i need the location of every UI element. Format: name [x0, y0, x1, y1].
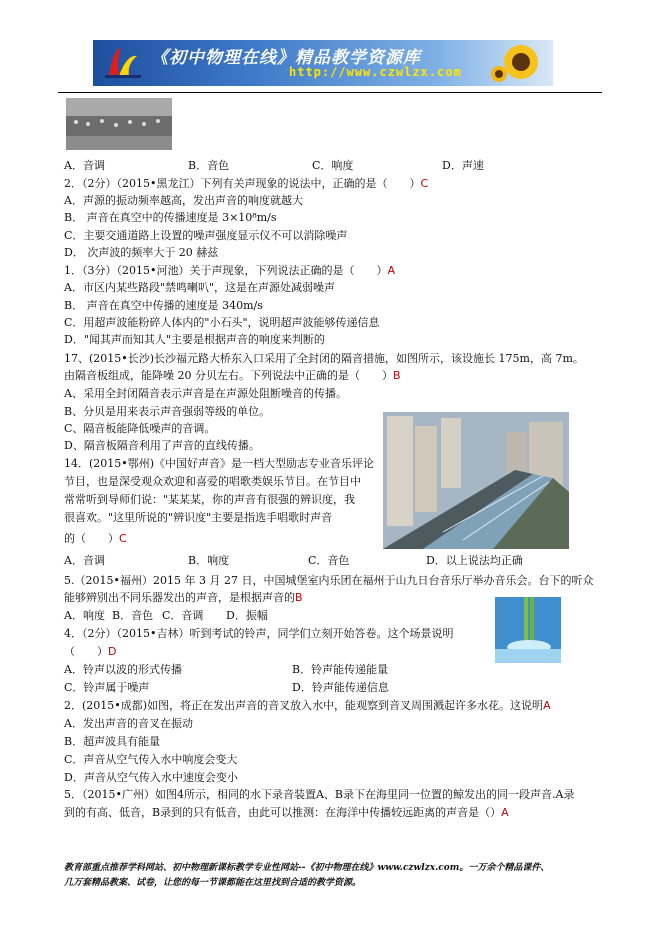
footer-line-1: 教育部重点推荐学科网站、初中物理新课标教学专业性网站--《初中物理在线》www.czwlzx.com。一万余个精品课件、	[64, 863, 550, 873]
option: D、隔音板隔音利用了声音的直线传播。	[64, 439, 260, 452]
question-stem: 到的有高、低音，B录到的只有低音，由此可以推测：在海洋中传播较远距离的声音是（）A	[64, 806, 509, 819]
option: B．超声波具有能量	[64, 735, 161, 748]
option: C、隔音板能降低噪声的音调。	[64, 422, 216, 435]
question-stem: 节目，也是深受观众欢迎和喜爱的唱歌类娱乐节目。在节目中	[64, 475, 361, 488]
question-stem: 2．（2分）（2015•黑龙江）下列有关声现象的说法中，正确的是（ ）C	[64, 177, 429, 190]
q5-options	[64, 608, 268, 624]
banner-title: 《初中物理在线》精品教学资源库	[151, 48, 421, 68]
question-stem: 1．（3分）（2015•河池）关于声现象，下列说法正确的是（ ）A	[64, 264, 396, 277]
question-stem: 很喜欢。"这里所说的"辨识度"主要是指选手唱歌时声音	[64, 511, 333, 524]
question-photo-tuning-fork	[495, 597, 561, 663]
footer-line-2: 几万套精品教案、试卷，让您的每一节课都能在这里找到合适的教学资源。	[64, 878, 362, 888]
answer-mark: A	[501, 806, 509, 819]
question-stem: 5.（2015•福州）2015 年 3 月 27 日，中国城堡室内乐团在福州于山九日台音乐厅举办音乐会。台下的听众	[64, 574, 594, 587]
option: A．声源的振动频率越高，发出声音的响度就越大	[64, 194, 303, 207]
question-photo-crowd	[66, 98, 172, 150]
q6-options-row1	[64, 662, 388, 678]
answer-mark: D	[108, 645, 117, 658]
option: A．市区内某些路段"禁鸣喇叭"，这是在声源处减弱噪声	[64, 281, 336, 294]
option: B．音色	[188, 159, 230, 172]
option: A．音调	[64, 159, 105, 172]
header-banner	[93, 40, 553, 86]
option: B．铃声能传递能量	[292, 663, 389, 676]
question-stem: 能够辨别出不同乐器发出的声音，是根据声音的B	[64, 591, 303, 604]
question-stem: 17、(2015•长沙)长沙福元路大桥东入口采用了全封闭的隔音措施，如图所示，该设施长 175m，高 7m。	[64, 352, 584, 365]
site-logo-icon	[103, 46, 143, 80]
option: B． 声音在真空中传播的速度是 340m/s	[64, 299, 263, 312]
option: D． 次声波的频率大于 20 赫兹	[64, 246, 219, 259]
question-stem: 5．（2015•广州）如图4所示，相同的水下录音装置A、B录下在海里同一位置的鲸发出的同一段声音.A录	[64, 788, 575, 801]
question-stem: 常常听到导师们说："某某某，你的声音有很强的辨识度，我	[64, 493, 356, 506]
banner-url: http://www.czwlzx.com	[289, 65, 462, 79]
answer-mark: A	[543, 699, 551, 712]
header-divider	[58, 92, 602, 93]
option: B． 声音在真空中的传播速度是 3×10⁸m/s	[64, 211, 277, 224]
answer-mark: B	[295, 591, 303, 604]
option: D．声速	[442, 159, 484, 172]
q0-options	[64, 158, 484, 174]
option: C．音色	[308, 554, 350, 567]
option: A、采用全封闭隔音表示声音是在声源处阻断噪音的传播。	[64, 387, 347, 400]
answer-mark: C	[119, 532, 127, 545]
option: C．用超声波能粉碎人体内的"小石头"，说明超声波能够传递信息	[64, 316, 380, 329]
option: C．铃声属于噪声	[64, 681, 150, 694]
option: C．声音从空气传入水中响度会变大	[64, 753, 238, 766]
option: B．响度	[188, 554, 230, 567]
answer-mark: A	[387, 264, 396, 277]
question-stem: 4．（2分）（2015•吉林）听到考试的铃声，同学们立刻开始答卷。这个场景说明	[64, 627, 454, 640]
option: B、分贝是用来表示声音强弱等级的单位。	[64, 405, 271, 418]
answer-mark: C	[420, 177, 429, 190]
option: D．以上说法均正确	[426, 554, 523, 567]
option: A．铃声以波的形式传播	[64, 663, 182, 676]
option: A．音调	[64, 554, 105, 567]
option: D．"闻其声而知其人"主要是根据声音的响度来判断的	[64, 333, 325, 346]
option: C．主要交通道路上设置的噪声强度显示仪不可以消除噪声	[64, 229, 348, 242]
option: D．声音从空气传入水中速度会变小	[64, 771, 238, 784]
option: D．铃声能传递信息	[292, 681, 389, 694]
q4-options	[64, 553, 523, 569]
option: D．振幅	[226, 609, 268, 622]
question-photo-soundproof-bridge	[383, 412, 569, 549]
sunflower-icon	[491, 42, 547, 84]
option: C．响度	[312, 159, 354, 172]
question-stem: 的（ ）C	[64, 532, 127, 545]
q6-options-row2	[64, 680, 389, 696]
option: B．音色	[112, 609, 154, 622]
option: C．音调	[162, 609, 204, 622]
answer-mark: B	[393, 369, 401, 382]
option: A．发出声音的音叉在振动	[64, 717, 193, 730]
option: A．响度	[64, 609, 105, 622]
question-stem: 由隔音板组成，能降噪 20 分贝左右。下列说法中正确的是（ ）B	[64, 369, 401, 382]
question-stem: 14．(2015•鄂州)《中国好声音》是一档大型励志专业音乐评论	[64, 457, 375, 470]
question-stem: （ ）D	[64, 645, 117, 658]
question-stem: 2．(2015•成都)如图，将正在发出声音的音叉放入水中，能观察到音叉周围溅起许多水花。这说明A	[64, 699, 551, 712]
